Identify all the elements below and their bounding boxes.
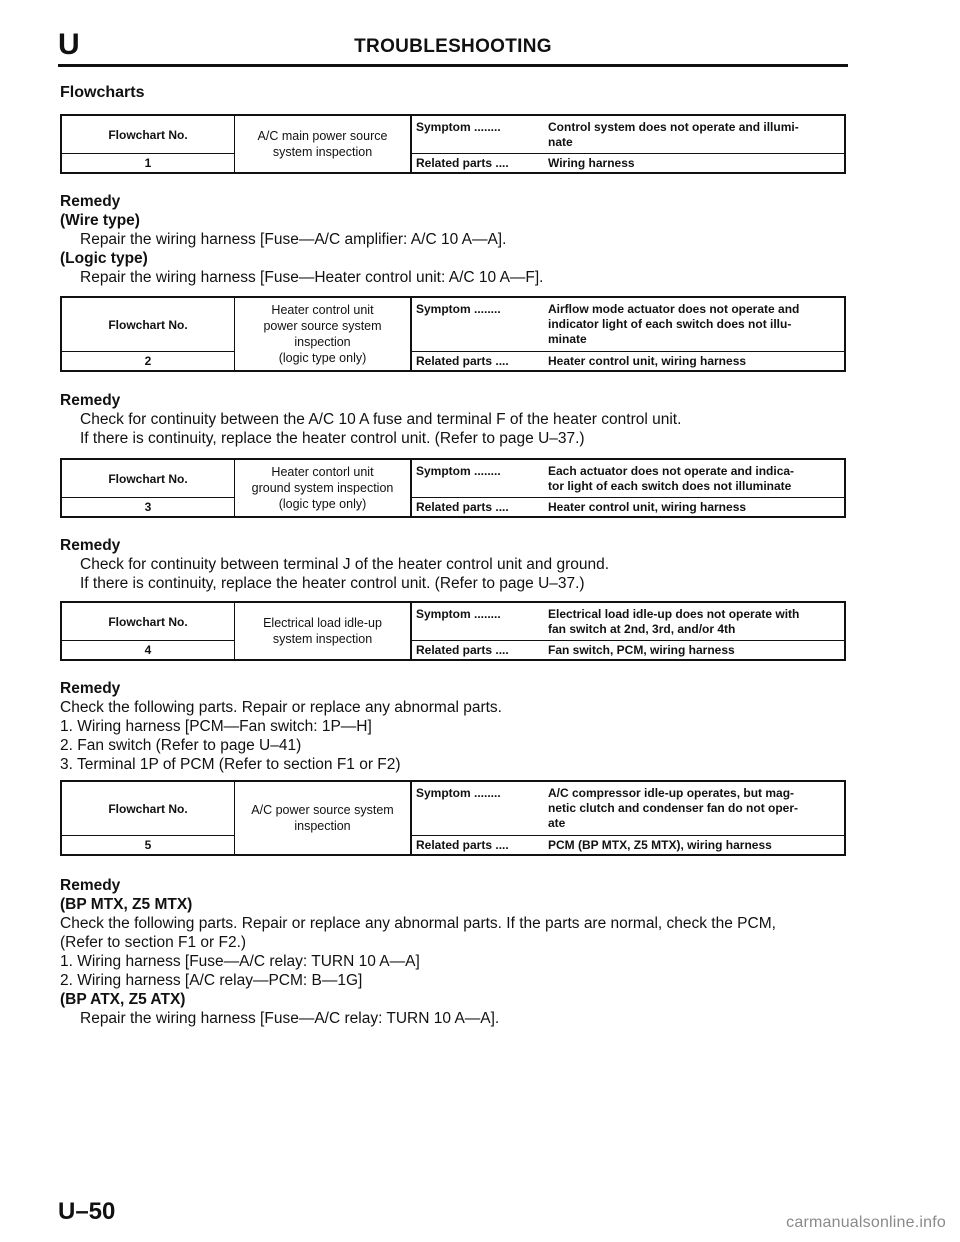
page-title: TROUBLESHOOTING <box>354 36 552 57</box>
related-parts-label: Related parts .... <box>416 642 509 657</box>
inspection-name <box>235 781 412 855</box>
related-parts-label: Related parts .... <box>416 837 509 852</box>
flowchart-table-1 <box>60 114 846 174</box>
symptom-line: A/C compressor idle-up operates, but mag- <box>548 786 795 800</box>
related-parts-label: Related parts .... <box>416 155 509 170</box>
remedy-line: 1. Wiring harness [Fuse—A/C relay: TURN 10 A—A] <box>60 953 420 970</box>
remedy-heading: (BP MTX, Z5 MTX) <box>60 896 193 913</box>
related-parts-text: PCM (BP MTX, Z5 MTX), wiring harness <box>548 837 772 852</box>
flowchart-no-label: Flowchart No. <box>61 297 235 352</box>
symptom-line: Electrical load idle-up does not operate with <box>548 606 800 621</box>
inspection-name <box>235 115 412 173</box>
inspection-name-line: Heater control unit <box>271 303 374 317</box>
remedy-heading: (BP ATX, Z5 ATX) <box>60 991 186 1008</box>
symptom-cell <box>411 115 845 154</box>
remedy-line: Repair the wiring harness [Fuse—A/C amplifier: A/C 10 A—A]. <box>80 231 507 248</box>
remedy-line: Repair the wiring harness [Fuse—Heater control unit: A/C 10 A—F]. <box>80 269 544 286</box>
inspection-name-line: A/C main power source <box>257 129 388 143</box>
inspection-name-line: (logic type only) <box>278 497 367 511</box>
flowchart-table-4 <box>60 601 846 661</box>
page-header <box>58 30 848 67</box>
symptom-text <box>548 120 840 150</box>
symptom-line: fan switch at 2nd, 3rd, and/or 4th <box>548 621 736 636</box>
inspection-name-line: system inspection <box>272 145 373 159</box>
symptom-label: Symptom ........ <box>416 606 501 621</box>
symptom-label: Symptom ........ <box>416 786 501 800</box>
symptom-label: Symptom ........ <box>416 119 501 134</box>
symptom-text <box>548 464 840 494</box>
related-parts-cell <box>411 836 845 856</box>
remedy-line: (Refer to section F1 or F2.) <box>60 934 247 951</box>
flowchart-table-5 <box>60 780 846 856</box>
symptom-label: Symptom ........ <box>416 302 501 316</box>
flowchart-number: 1 <box>61 154 235 174</box>
flowchart-no-label: Flowchart No. <box>61 115 235 154</box>
inspection-name <box>235 459 412 517</box>
remedy-line: 2. Wiring harness [A/C relay—PCM: B—1G] <box>60 972 363 989</box>
symptom-line: netic clutch and condenser fan do not oper- <box>548 801 799 815</box>
remedy-block-5 <box>60 876 860 1028</box>
related-parts-cell <box>411 154 845 174</box>
related-parts-text: Heater control unit, wiring harness <box>548 353 747 368</box>
flowchart-number: 4 <box>61 641 235 661</box>
section-heading: Flowcharts <box>60 84 145 101</box>
remedy-heading: Remedy <box>60 877 121 894</box>
related-parts-cell <box>411 641 845 661</box>
symptom-line: minate <box>548 332 587 346</box>
related-parts-cell <box>411 352 845 372</box>
related-parts-text: Fan switch, PCM, wiring harness <box>548 642 735 657</box>
remedy-block-2 <box>60 391 860 448</box>
remedy-block-3 <box>60 536 860 593</box>
symptom-text <box>548 607 840 637</box>
section-letter: U <box>58 28 80 61</box>
remedy-line: Check for continuity between the A/C 10 A fuse and terminal F of the heater control unit. <box>80 411 682 428</box>
remedy-line: 2. Fan switch (Refer to page U–41) <box>60 737 302 754</box>
remedy-block-1 <box>60 192 860 287</box>
symptom-cell <box>411 602 845 641</box>
symptom-line: ate <box>548 816 566 830</box>
remedy-line: If there is continuity, replace the heater control unit. (Refer to page U–37.) <box>80 430 585 447</box>
flowchart-no-label: Flowchart No. <box>61 602 235 641</box>
inspection-name <box>235 297 412 371</box>
remedy-line: Check for continuity between terminal J of the heater control unit and ground. <box>80 556 610 573</box>
symptom-cell <box>411 459 845 498</box>
flowchart-number: 2 <box>61 352 235 372</box>
related-parts-text: Wiring harness <box>548 155 635 170</box>
remedy-line: 3. Terminal 1P of PCM (Refer to section F1 or F2) <box>60 756 401 773</box>
remedy-line: Check the following parts. Repair or replace any abnormal parts. If the parts are normal, check the PCM, <box>60 915 776 932</box>
remedy-heading: (Wire type) <box>60 212 140 229</box>
inspection-name-line: system inspection <box>272 632 373 646</box>
inspection-name-line: inspection <box>294 819 351 833</box>
symptom-line: Each actuator does not operate and indica- <box>548 463 795 478</box>
remedy-heading: Remedy <box>60 537 121 554</box>
remedy-heading: Remedy <box>60 680 121 697</box>
remedy-heading: Remedy <box>60 392 121 409</box>
symptom-text <box>548 302 840 347</box>
page-number: U–50 <box>58 1198 116 1225</box>
related-parts-text: Heater control unit, wiring harness <box>548 499 747 514</box>
inspection-name-line: (logic type only) <box>278 351 367 365</box>
related-parts-cell <box>411 498 845 518</box>
symptom-cell <box>411 297 845 352</box>
symptom-label: Symptom ........ <box>416 463 501 478</box>
inspection-name-line: ground system inspection <box>251 481 394 495</box>
symptom-line: nate <box>548 134 573 149</box>
remedy-line: If there is continuity, replace the heater control unit. (Refer to page U–37.) <box>80 575 585 592</box>
flowchart-table-3 <box>60 458 846 518</box>
flowchart-table-2 <box>60 296 846 372</box>
inspection-name-line: A/C power source system <box>251 803 394 817</box>
remedy-heading: (Logic type) <box>60 250 148 267</box>
symptom-line: Control system does not operate and illumi- <box>548 119 799 134</box>
related-parts-label: Related parts .... <box>416 353 509 368</box>
remedy-line: Repair the wiring harness [Fuse—A/C relay: TURN 10 A—A]. <box>80 1010 500 1027</box>
remedy-line: Check the following parts. Repair or replace any abnormal parts. <box>60 699 502 716</box>
symptom-cell <box>411 781 845 836</box>
inspection-name-line: inspection <box>294 335 351 349</box>
remedy-heading: Remedy <box>60 193 121 210</box>
flowchart-no-label: Flowchart No. <box>61 459 235 498</box>
symptom-line: tor light of each switch does not illuminate <box>548 478 792 493</box>
flowchart-number: 3 <box>61 498 235 518</box>
inspection-name <box>235 602 412 660</box>
remedy-block-4 <box>60 679 860 774</box>
symptom-line: Airflow mode actuator does not operate and <box>548 302 800 316</box>
inspection-name-line: Heater contorl unit <box>271 465 374 479</box>
remedy-line: 1. Wiring harness [PCM—Fan switch: 1P—H] <box>60 718 372 735</box>
flowchart-no-label: Flowchart No. <box>61 781 235 836</box>
watermark: carmanualsonline.info <box>786 1214 946 1231</box>
inspection-name-line: power source system <box>263 319 382 333</box>
flowchart-number: 5 <box>61 836 235 856</box>
symptom-text <box>548 786 840 831</box>
inspection-name-line: Electrical load idle-up <box>263 616 382 630</box>
related-parts-label: Related parts .... <box>416 499 509 514</box>
symptom-line: indicator light of each switch does not illu- <box>548 317 792 331</box>
